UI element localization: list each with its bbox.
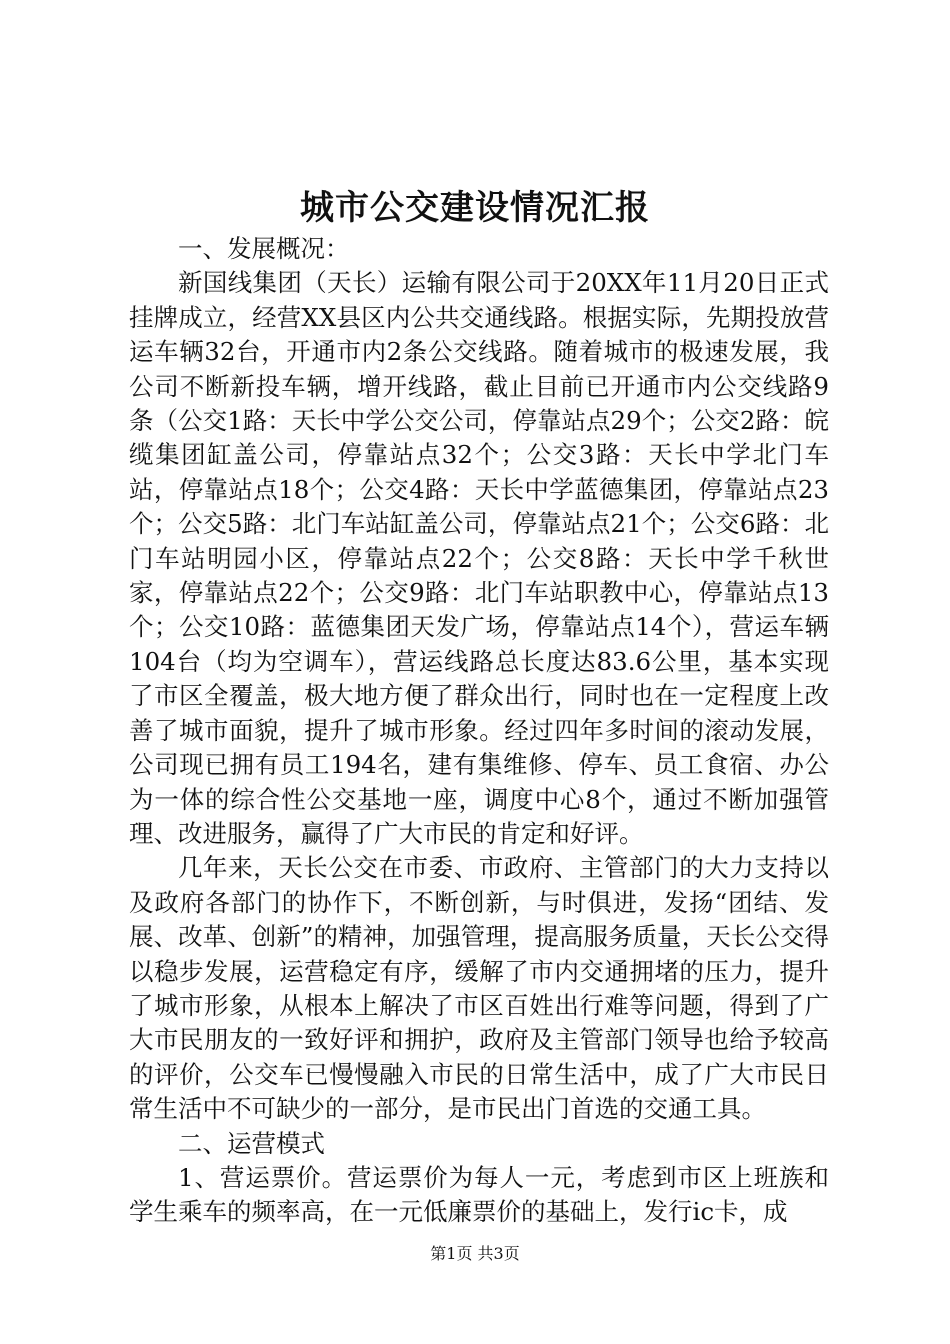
document-title: 城市公交建设情况汇报 xyxy=(300,188,650,228)
section-heading-development: 一、发展概况： xyxy=(178,234,350,263)
paragraph-ticket-price: 1、营运票价。营运票价为每人一元，考虑到市区上班族和学生乘车的频率高，在一元低廉票价的基础上，发行ic卡，成 xyxy=(129,1162,829,1227)
page-footer: 第1页 共3页 xyxy=(430,1244,520,1263)
paragraph-achievements: 几年来，天长公交在市委、市政府、主管部门的大力支持以及政府各部门的协作下，不断创新，与时俱进，发扬“团结、发展、改革、创新”的精神，加强管理，提高服务质量，天长公交得以稳步发展，运营稳定有序，缓解了市内交通拥堵的压力，提升了城市形象，从根本上解决了市区百姓出行难等问题，得到了广大市民朋友的一致好评和拥护，政府及主管部门领导也给予较高的评价，公交车已慢慢融入市民的日常生活中，成了广大市民日常生活中不可缺少的一部分，是市民出门首选的交通工具。 xyxy=(129,853,829,1124)
section-heading-operation-mode: 二、运营模式 xyxy=(178,1128,325,1158)
paragraph-company-overview: 新国线集团（天长）运输有限公司于20XX年11月20日正式挂牌成立，经营XX县区内公共交通线路。根据实际，先期投放营运车辆32台，开通市内2条公交线路。随着城市的极速发展，我公司不断新投车辆，增开线路，截止目前已开通市内公交线路9条（公交1路：天长中学公交公司，停靠站点29个；公交2路：皖缆集团缸盖公司，停靠站点32个；公交3路：天长中学北门车站，停靠站点18个；公交4路：天长中学蓝德集团，停靠站点23个；公交5路：北门车站缸盖公司，停靠站点21个；公交6路：北门车站明园小区，停靠站点22个；公交8路：天长中学千秋世家，停靠站点22个；公交9路：北门车站职教中心，停靠站点13个；公交10路：蓝德集团天发广场，停靠站点14个），营运车辆104台（均为空调车），营运线路总长度达83.6公里，基本实现了市区全覆盖，极大地方便了群众出行，同时也在一定程度上改善了城市面貌，提升了城市形象。经过四年多时间的滚动发展，公司现已拥有员工194名，建有集维修、停车、员工食宿、办公为一体的综合性公交基地一座，调度中心8个，通过不断加强管理、改进服务，赢得了广大市民的肯定和好评。 xyxy=(129,268,829,848)
document-body xyxy=(129,232,829,1230)
